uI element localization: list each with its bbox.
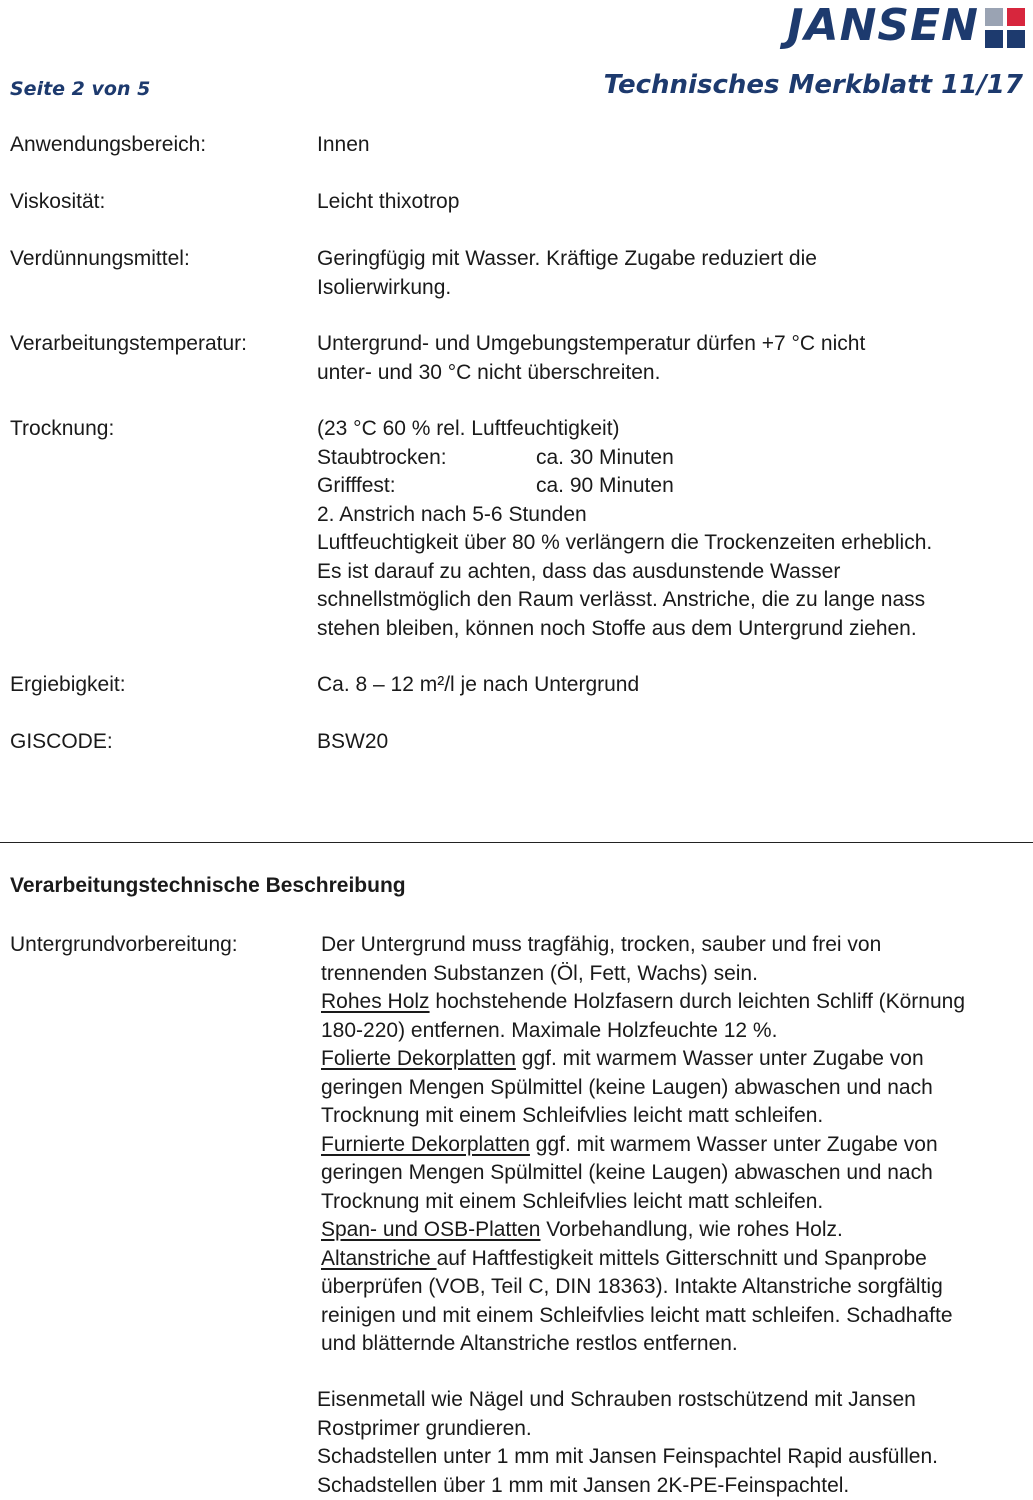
prep-folierte: Folierte Dekorplatten ggf. mit warmem Wasser unter Zugabe von (321, 1047, 924, 1070)
document-title: Technisches Merkblatt 11/17 (603, 70, 1023, 100)
property-label: Untergrundvorbereitung: (10, 933, 238, 956)
property-value: Der Untergrund muss tragfähig, trocken, sauber und frei von trennenden Substanzen (Öl, Fett, Wachs) sein. Rohes Holz hochstehende Holzfasern durch leichten Schliff (Körnung 180-220) entfernen. Maximale Holzfeuchte 12 %. Folierte Dekorplatten ggf. mit warmem Wasser unter Zugabe von geringen Mengen Spülmittel (keine Laugen) abwaschen und nach Trocknung mit einem Schleifvlies leicht matt schleifen. Furnierte Dekorplatten ggf. mit warmem Wasser unter Zugabe von geringen Mengen Spülmittel (keine Laugen) abwaschen und nach Trocknung mit einem Schleifvlies leicht matt schleifen. Span- und OSB-Platten Vorbehandlung, wie rohes Holz. Altanstriche auf Haftfestigkeit mittels Gitterschnitt und Spanprobe überprüfen (VOB, Teil C, DIN 18363). Intakte Altanstriche sorgfältig reinigen und mit einem Schleifvlies leicht matt schleifen. Schadhafte und blätternde Altanstriche restlos entfernen. (321, 931, 1021, 1359)
drying-conditions: (23 °C 60 % rel. Luftfeuchtigkeit) (317, 417, 620, 440)
property-value: Eisenmetall wie Nägel und Schrauben rostschützend mit Jansen Rostprimer grundieren. Schadstellen unter 1 mm mit Jansen Feinspachtel Rapid ausfüllen. Schadstellen über 1 mm mit Jansen 2K-PE-Feinspachtel. (317, 1388, 938, 1497)
property-label: Trocknung: (10, 417, 115, 440)
logo-text: JANSEN (787, 0, 979, 51)
property-label: GISCODE: (10, 730, 113, 753)
prep-rohes-holz: Rohes Holz hochstehende Holzfasern durch leichten Schliff (Körnung (321, 990, 966, 1013)
property-value: Ca. 8 – 12 m²/l je nach Untergrund (317, 673, 640, 696)
property-value: Untergrund- und Umgebungstemperatur dürfen +7 °C nicht unter- und 30 °C nicht überschreiten. (317, 332, 866, 384)
prep-span-osb: Span- und OSB-Platten Vorbehandlung, wie rohes Holz. (321, 1218, 843, 1241)
brand-logo (787, 2, 1025, 50)
drying-dust-dry: Staubtrocken: ca. 30 Minuten (317, 445, 674, 469)
prep-furnierte: Furnierte Dekorplatten ggf. mit warmem Wasser unter Zugabe von (321, 1132, 938, 1156)
property-value: Geringfügig mit Wasser. Kräftige Zugabe reduziert die Isolierwirkung. (317, 247, 817, 299)
drying-touch-dry: Grifffest: ca. 90 Minuten (317, 474, 674, 497)
property-value: Innen (317, 133, 370, 156)
section-divider (0, 842, 1033, 843)
property-label: Verdünnungsmittel: (10, 247, 190, 270)
property-label: Anwendungsbereich: (10, 133, 207, 156)
section-title: Verarbeitungstechnische Beschreibung (10, 874, 406, 897)
property-value: BSW20 (317, 730, 389, 753)
property-value: (23 °C 60 % rel. Luftfeuchtigkeit) Staubtrocken: ca. 30 Minuten Grifffest: ca. 90 Minuten 2. Anstrich nach 5-6 Stunden Luftfeuchtigkeit über 80 % verlängern die Trockenzeiten erheblich. Es ist darauf zu achten, dass das ausdunstende Wasser schnellstmöglich den Raum verlässt. Anstriche, die zu lange nass stehen bleiben, können noch Stoffe aus dem Untergrund ziehen. (317, 415, 1017, 643)
page-number: Seite 2 von 5 (10, 78, 151, 100)
logo-squares-icon (985, 8, 1025, 48)
property-value: Leicht thixotrop (317, 190, 460, 213)
property-label: Viskosität: (10, 190, 106, 213)
prep-altanstriche: Altanstriche auf Haftfestigkeit mittels Gitterschnitt und Spanprobe (321, 1246, 927, 1270)
property-label: Verarbeitungstemperatur: (10, 332, 247, 355)
property-label: Ergiebigkeit: (10, 673, 126, 696)
